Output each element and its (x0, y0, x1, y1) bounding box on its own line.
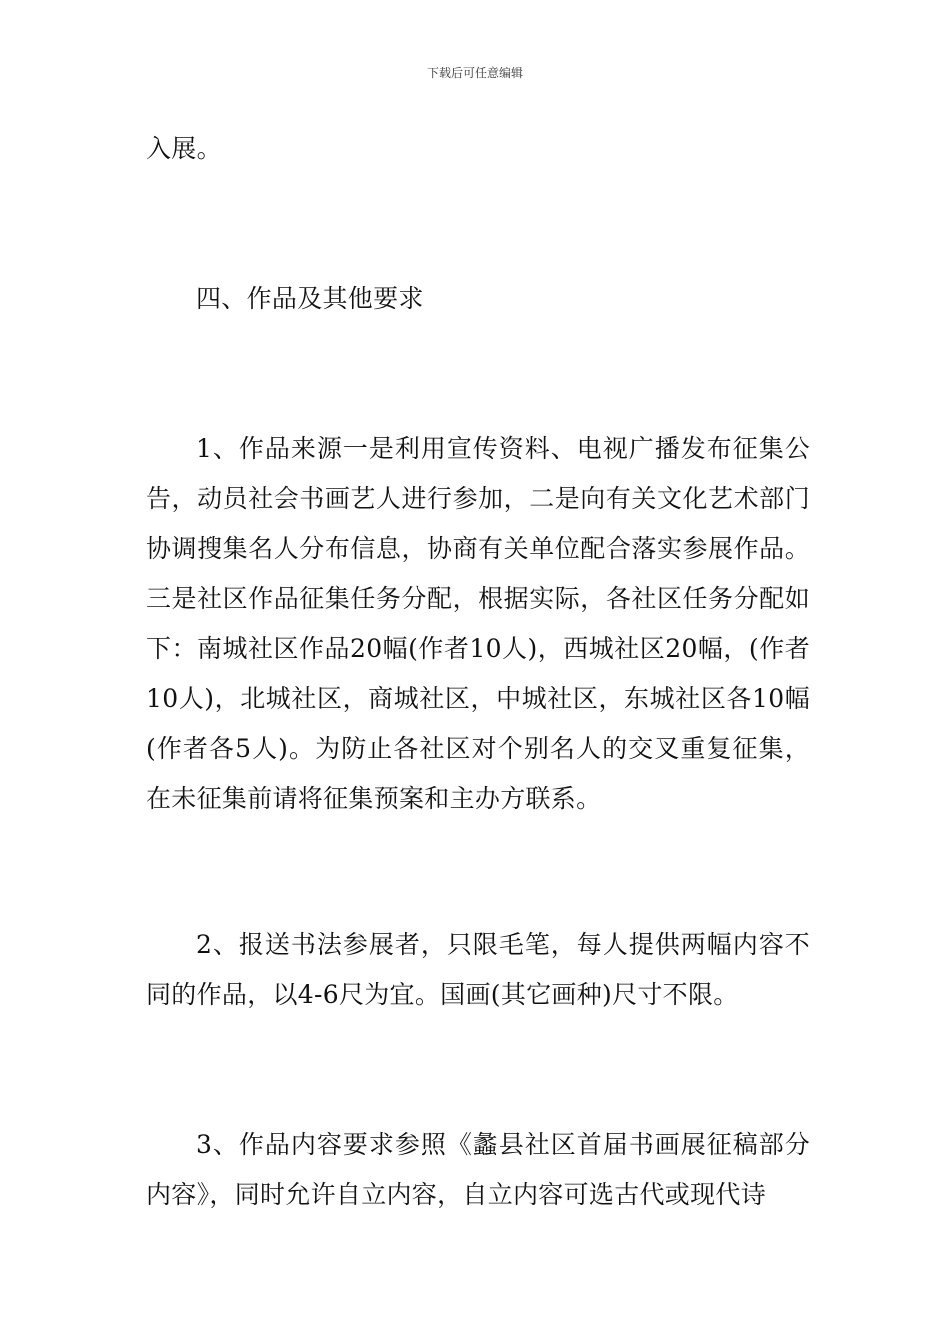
paragraph-item-3: 3、作品内容要求参照《蠡县社区首届书画展征稿部分内容》，同时允许自立内容，自立内容可选古代或现代诗 (146, 1130, 810, 1209)
page-header-note: 下载后可任意编辑 (426, 66, 523, 80)
section-heading: 四、作品及其他要求 (196, 284, 424, 313)
paragraph-continuation: 入展。 (146, 134, 222, 163)
paragraph-item-2: 2、报送书法参展者，只限毛笔，每人提供两幅内容不同的作品，以4-6尺为宜。国画(其它画种)尺寸不限。 (146, 930, 810, 1009)
paragraph-item-1: 1、作品来源一是利用宣传资料、电视广播发布征集公告，动员社会书画艺人进行参加，二是向有关文化艺术部门协调搜集名人分布信息，协商有关单位配合落实参展作品。三是社区作品征集任务分配，根据实际，各社区任务分配如下：南城社区作品20幅(作者10人)，西城社区20幅，(作者10人)，北城社区，商城社区，中城社区，东城社区各10幅(作者各5人)。为防止各社区对个别名人的交叉重复征集，在未征集前请将征集预案和主办方联系。 (146, 434, 810, 813)
